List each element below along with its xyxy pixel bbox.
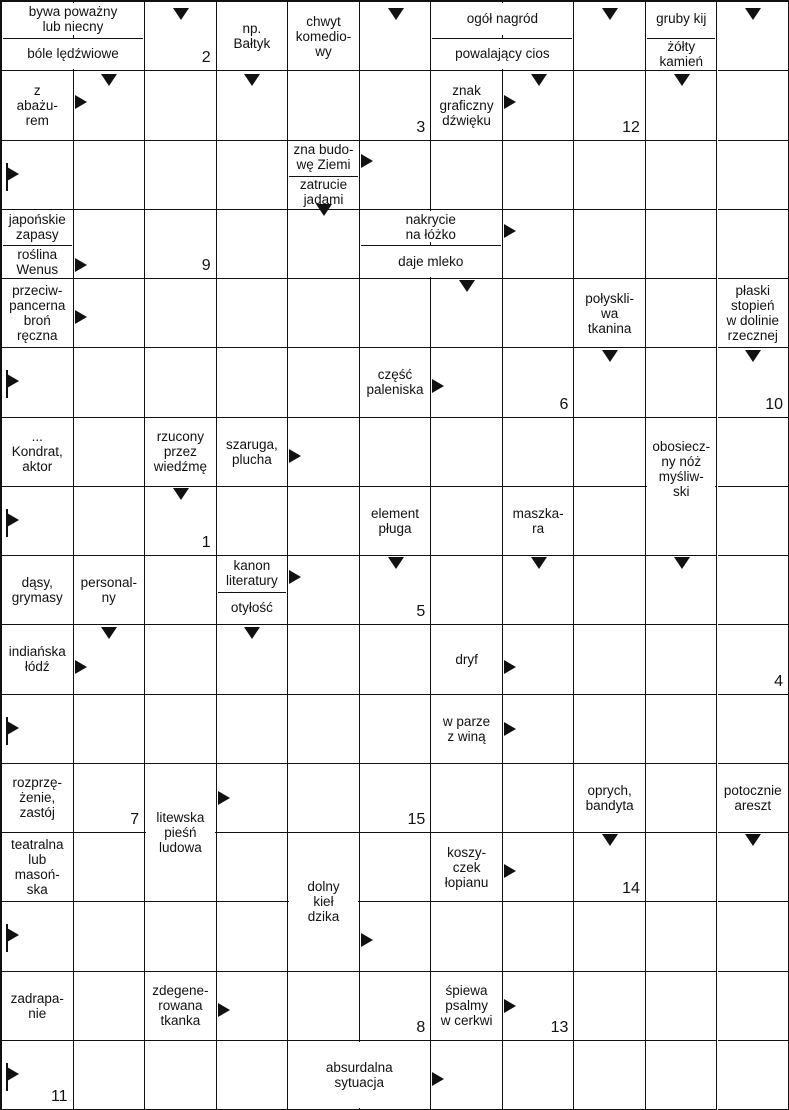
cell-number: 15 [407, 811, 426, 828]
grid-cell[interactable] [217, 141, 289, 210]
clue-text: oprych, bandyta [575, 765, 644, 831]
cell-number: 1 [201, 534, 211, 551]
grid-cell[interactable] [360, 625, 432, 694]
grid-cell[interactable] [145, 141, 217, 210]
clue-text: maszka- ra [504, 488, 573, 554]
clue-text: rzucony przez wiedźmę [146, 419, 215, 485]
down-arrow-icon [244, 74, 260, 86]
clue-text: teatralna lub masoń- ska [3, 834, 72, 900]
grid-cell[interactable] [288, 625, 360, 694]
cell-number: 8 [416, 1018, 426, 1036]
grid-cell[interactable] [574, 1041, 646, 1110]
down-arrow-icon [602, 350, 618, 362]
grid-cell[interactable] [360, 279, 432, 348]
clue-text: potocznie areszt [719, 765, 788, 831]
down-arrow-icon [173, 488, 189, 500]
clue-text: daje mleko [361, 245, 501, 277]
grid-cell[interactable] [646, 695, 718, 764]
flag-arrow-icon [6, 163, 22, 191]
clue-text: np. Bałtyk [218, 3, 287, 69]
grid-cell[interactable] [217, 210, 289, 279]
grid-cell[interactable] [503, 279, 575, 348]
grid-cell[interactable] [574, 487, 646, 556]
grid-cell[interactable] [217, 902, 289, 971]
grid-cell[interactable] [646, 764, 718, 833]
down-arrow-icon [316, 204, 332, 216]
grid-cell[interactable] [574, 141, 646, 210]
grid-cell[interactable] [145, 902, 217, 971]
grid-cell[interactable] [718, 695, 789, 764]
down-arrow-icon [244, 627, 260, 639]
grid-cell[interactable] [503, 1041, 575, 1110]
grid-cell[interactable] [288, 556, 360, 625]
down-arrow-icon [745, 8, 761, 20]
grid-cell[interactable] [646, 1041, 718, 1110]
grid-cell[interactable] [360, 833, 432, 902]
grid-cell[interactable] [646, 210, 718, 279]
down-arrow-icon [602, 834, 618, 846]
grid-cell[interactable] [288, 348, 360, 417]
clue-text: znak graficzny dźwięku [432, 72, 501, 138]
grid-cell[interactable] [646, 625, 718, 694]
cell-number: 5 [416, 603, 426, 621]
grid-cell[interactable] [288, 71, 360, 140]
clue-text: rozprzę- żenie, zastój [3, 765, 72, 831]
down-arrow-icon [388, 8, 404, 20]
clue-text: połyskli- wa tkanina [575, 280, 644, 346]
down-arrow-icon [674, 557, 690, 569]
right-arrow-icon [75, 95, 87, 109]
clue-text: chwyt komedio- wy [289, 3, 358, 69]
clue-text: gruby kij [647, 3, 716, 35]
grid-cell[interactable] [431, 764, 503, 833]
right-arrow-icon [504, 224, 516, 238]
grid-cell[interactable] [503, 764, 575, 833]
grid-cell[interactable] [718, 141, 789, 210]
right-arrow-icon [361, 933, 373, 947]
cell-number: 2 [201, 49, 211, 67]
grid-cell[interactable] [431, 141, 503, 210]
cell-number: 7 [130, 811, 140, 828]
right-arrow-icon [75, 660, 87, 674]
grid-cell[interactable] [288, 972, 360, 1041]
grid-cell[interactable] [574, 625, 646, 694]
grid-cell[interactable] [360, 695, 432, 764]
grid-cell[interactable] [574, 695, 646, 764]
right-arrow-icon [75, 310, 87, 324]
clue-text: otyłość [218, 592, 287, 624]
grid-cell[interactable] [74, 695, 146, 764]
clue-text: nakrycie na łóżko [361, 211, 501, 243]
flag-arrow-icon [6, 924, 22, 952]
grid-cell[interactable] [217, 833, 289, 902]
grid-cell[interactable] [74, 972, 146, 1041]
clue-text: zatrucie jadami [289, 176, 358, 208]
grid-cell[interactable] [288, 764, 360, 833]
clue-text: kanon literatury [218, 557, 287, 589]
clue-text: japońskie zapasy [3, 211, 72, 243]
grid-cell[interactable] [145, 348, 217, 417]
grid-cell[interactable] [718, 210, 789, 279]
grid-cell[interactable] [74, 902, 146, 971]
grid-cell[interactable] [718, 902, 789, 971]
clue-text: bywa poważny lub niecny [3, 3, 143, 35]
down-arrow-icon [745, 350, 761, 362]
flag-arrow-icon [6, 509, 22, 537]
down-arrow-icon [531, 74, 547, 86]
down-arrow-icon [101, 627, 117, 639]
right-arrow-icon [432, 379, 444, 393]
clue-text: indiańska łódź [3, 626, 72, 692]
right-arrow-icon [75, 258, 87, 272]
grid-cell[interactable] [145, 695, 217, 764]
cell-number: 14 [622, 880, 640, 898]
grid-cell[interactable] [431, 902, 503, 971]
clue-text: ogół nagród [432, 3, 572, 35]
grid-cell[interactable] [74, 348, 146, 417]
grid-cell[interactable] [718, 972, 789, 1041]
grid-cell[interactable] [718, 556, 789, 625]
clue-text: zna budo- wę Ziemi [289, 142, 358, 174]
down-arrow-icon [745, 834, 761, 846]
clue-text: bóle lędźwiowe [3, 38, 143, 70]
grid-cell[interactable] [145, 625, 217, 694]
grid-cell[interactable] [646, 833, 718, 902]
grid-cell[interactable] [74, 418, 146, 487]
clue-text: część paleniska [361, 349, 430, 415]
grid-cell[interactable] [574, 418, 646, 487]
clue-text: powalający cios [432, 38, 572, 70]
clue-text: żółty kamień [647, 38, 716, 70]
right-arrow-icon [361, 154, 373, 168]
grid-cell[interactable] [217, 487, 289, 556]
grid-cell[interactable] [288, 279, 360, 348]
clue-text: zadrapa- nie [3, 973, 72, 1039]
right-arrow-icon [432, 1072, 444, 1086]
cell-number: 11 [50, 1088, 68, 1105]
grid-cell[interactable] [288, 210, 360, 279]
cell-number: 3 [416, 118, 426, 136]
clue-text: szaruga, plucha [218, 419, 287, 485]
grid-cell[interactable] [646, 902, 718, 971]
grid-cell[interactable] [145, 279, 217, 348]
cell-number: 4 [774, 672, 784, 690]
down-arrow-icon [173, 8, 189, 20]
grid-cell[interactable] [718, 71, 789, 140]
cell-number: 12 [622, 118, 640, 136]
grid-cell[interactable] [74, 487, 146, 556]
grid-cell[interactable] [718, 487, 789, 556]
clue-text: obosiecz- ny nóż myśliw- ski [647, 419, 716, 520]
clue-text: dolny kieł dzika [289, 834, 358, 970]
clue-text: przeciw- pancerna broń ręczna [3, 280, 72, 346]
grid-cell[interactable] [217, 1041, 289, 1110]
clue-text: roślina Wenus [3, 245, 72, 277]
right-arrow-icon [504, 999, 516, 1013]
right-arrow-icon [504, 864, 516, 878]
grid-cell[interactable] [431, 418, 503, 487]
clue-text: personal- ny [75, 557, 144, 623]
grid-cell[interactable] [431, 556, 503, 625]
right-arrow-icon [504, 95, 516, 109]
down-arrow-icon [602, 8, 618, 20]
down-arrow-icon [388, 557, 404, 569]
down-arrow-icon [459, 280, 475, 292]
cell-number: 6 [559, 395, 569, 413]
clue-text: dryf [432, 626, 501, 692]
grid-cell[interactable] [574, 972, 646, 1041]
grid-cell[interactable] [74, 1041, 146, 1110]
down-arrow-icon [674, 74, 690, 86]
cell-number: 13 [550, 1018, 569, 1036]
right-arrow-icon [289, 570, 301, 584]
grid-cell[interactable] [431, 487, 503, 556]
grid-cell[interactable] [74, 833, 146, 902]
grid-cell[interactable] [646, 348, 718, 417]
grid-cell[interactable] [718, 418, 789, 487]
grid-cell[interactable] [574, 210, 646, 279]
clue-text: koszy- czek łopianu [432, 834, 501, 900]
right-arrow-icon [289, 449, 301, 463]
grid-cell[interactable] [217, 695, 289, 764]
grid-cell[interactable] [574, 902, 646, 971]
clue-text: element pługa [361, 488, 430, 554]
clue-text: ... Kondrat, aktor [3, 419, 72, 485]
down-arrow-icon [101, 74, 117, 86]
grid-cell[interactable] [360, 418, 432, 487]
grid-cell[interactable] [360, 141, 432, 210]
grid-cell[interactable] [217, 279, 289, 348]
clue-text: w parze z winą [432, 696, 501, 762]
flag-arrow-icon [6, 370, 22, 398]
clue-text: z abażu- rem [3, 72, 72, 138]
grid-cell[interactable] [288, 487, 360, 556]
cell-number: 9 [201, 257, 211, 274]
clue-text: litewska pieśń ludowa [146, 765, 215, 901]
grid-cell[interactable] [288, 695, 360, 764]
grid-cell[interactable] [574, 556, 646, 625]
right-arrow-icon [218, 1003, 230, 1017]
flag-arrow-icon [6, 1063, 22, 1091]
grid-cell[interactable] [503, 418, 575, 487]
grid-cell[interactable] [718, 1041, 789, 1110]
grid-cell[interactable] [646, 279, 718, 348]
grid-cell[interactable] [145, 71, 217, 140]
grid-cell[interactable] [217, 348, 289, 417]
right-arrow-icon [218, 791, 230, 805]
right-arrow-icon [504, 660, 516, 674]
grid-cell[interactable] [503, 902, 575, 971]
clue-text: dąsy, grymasy [3, 557, 72, 623]
clue-text: śpiewa psalmy w cerkwi [432, 973, 501, 1039]
grid-cell[interactable] [503, 141, 575, 210]
grid-cell[interactable] [646, 972, 718, 1041]
clue-text: absurdalna sytuacja [289, 1042, 429, 1108]
flag-arrow-icon [6, 717, 22, 745]
grid-cell[interactable] [74, 141, 146, 210]
grid-cell[interactable] [145, 1041, 217, 1110]
right-arrow-icon [504, 722, 516, 736]
grid-cell[interactable] [145, 556, 217, 625]
clue-text: zdegene- rowana tkanka [146, 973, 215, 1039]
clue-text: płaski stopień w dolinie rzecznej [719, 280, 788, 346]
grid-cell[interactable] [503, 210, 575, 279]
grid-cell[interactable] [646, 141, 718, 210]
down-arrow-icon [531, 557, 547, 569]
cell-number: 10 [765, 395, 784, 413]
